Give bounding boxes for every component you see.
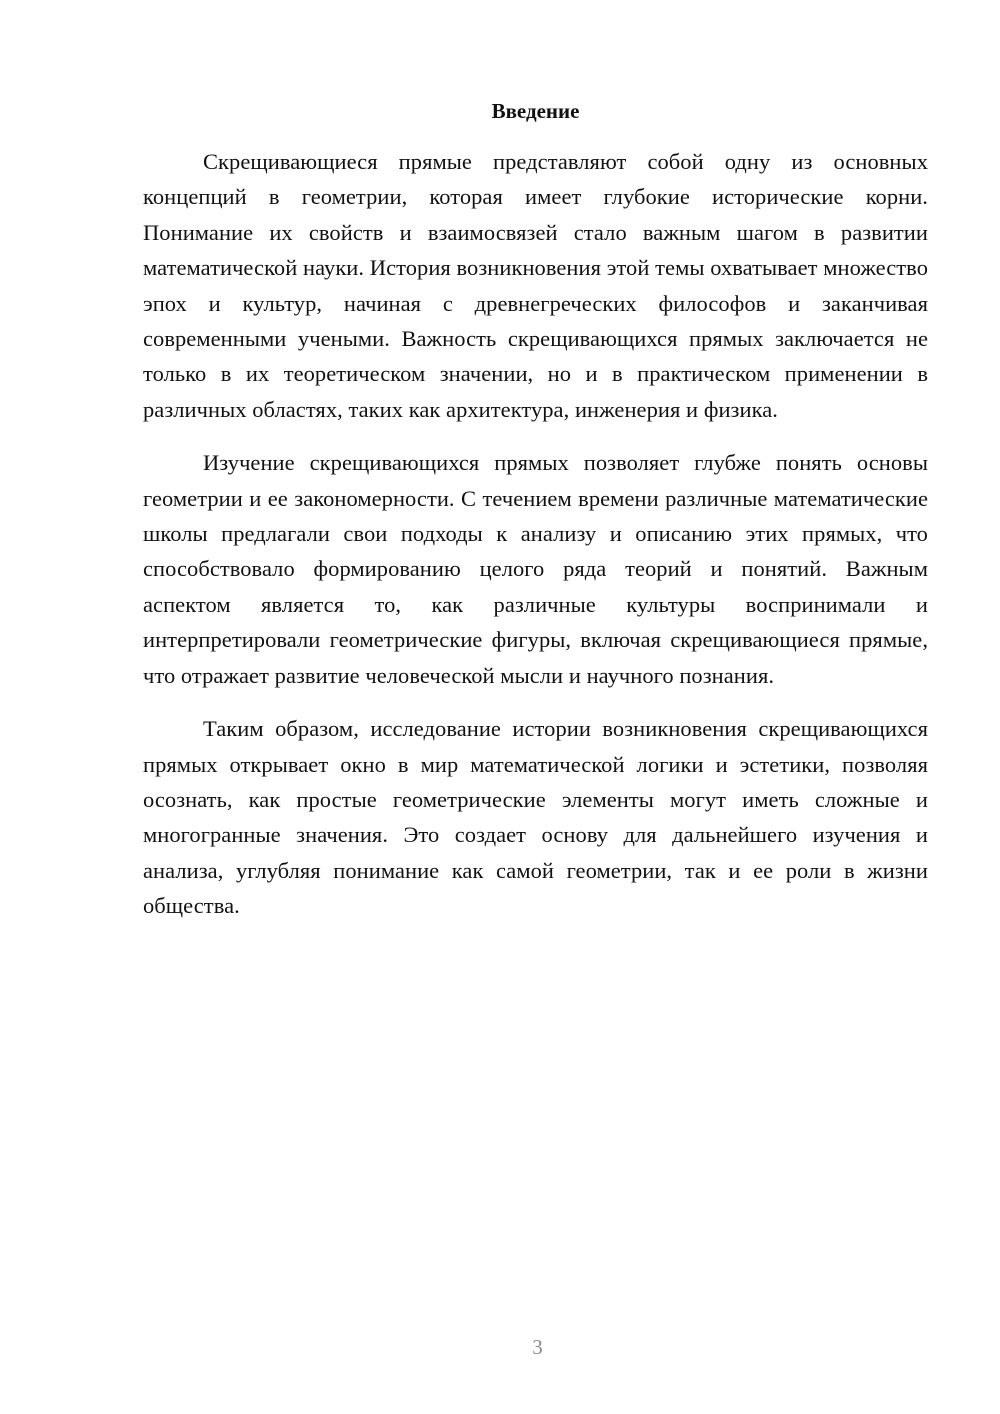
paragraph-2: Изучение скрещивающихся прямых позволяет глубже понять основы геометрии и ее закономерности. С течением времени различные математические школы предлагали свои подходы к анализу и описанию этих прямых, что способствовало формированию целого ряда теорий и понятий. Важным аспектом является то, как различные культуры воспринимали и интерпретировали геометрические фигуры, включая скрещивающиеся прямые, что отражает развитие человеческой мысли и научного познания. — [143, 450, 928, 688]
page-number: 3 — [532, 1335, 543, 1359]
paragraph-1: Скрещивающиеся прямые представляют собой одну из основных концепций в геометрии, которая имеет глубокие исторические корни. Понимание их свойств и взаимосвязей стало важным шагом в развитии математической науки. История возникновения этой темы охватывает множество эпох и культур, начиная с древнегреческих философов и заканчивая современными учеными. Важность скрещивающихся прямых заключается не только в их теоретическом значении, но и в практическом применении в различных областях, таких как архитектура, инженерия и физика. — [143, 149, 928, 422]
document-body — [143, 96, 928, 942]
section-heading: Введение — [491, 99, 580, 123]
paragraph-3: Таким образом, исследование истории возникновения скрещивающихся прямых открывает окно в мир математической логики и эстетики, позволяя осознать, как простые геометрические элементы могут иметь сложные и многогранные значения. Это создает основу для дальнейшего изучения и анализа, углубляя понимание как самой геометрии, так и ее роли в жизни общества. — [143, 716, 928, 919]
